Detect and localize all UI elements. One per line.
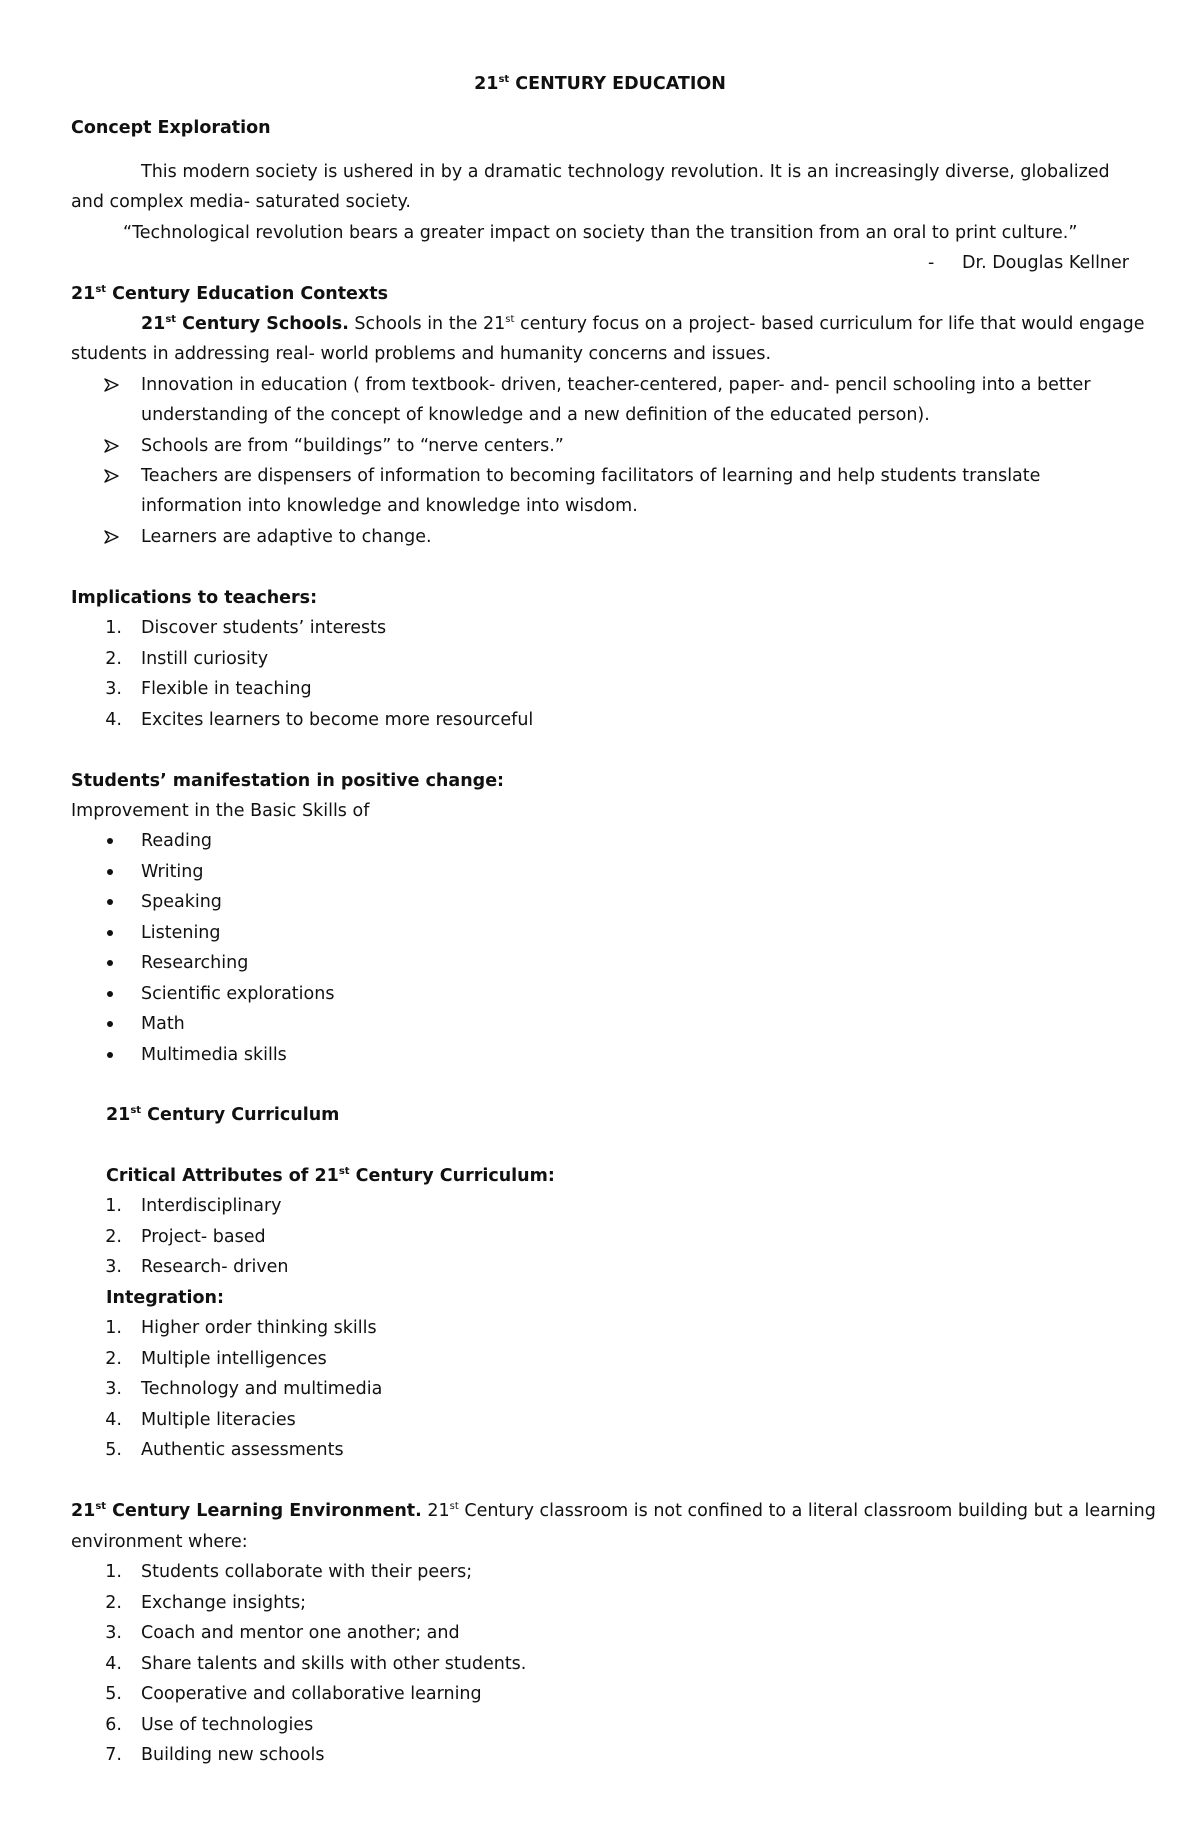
list-number: 3.	[105, 1623, 122, 1643]
concept-paragraph-line-1: This modern society is ushered in by a dramatic technology revolution. It is an increasingly diverse, globalized	[141, 162, 1110, 182]
skill-item: Math	[141, 1014, 185, 1034]
bullet-dot-icon	[107, 930, 113, 936]
integration-item: Authentic assessments	[141, 1440, 344, 1460]
skill-item: Reading	[141, 831, 213, 851]
environment-item: Students collaborate with their peers;	[141, 1562, 473, 1582]
implication-item: Excites learners to become more resourceful	[141, 710, 534, 730]
concept-heading: Concept Exploration	[71, 118, 271, 138]
integration-heading: Integration:	[106, 1288, 225, 1308]
implication-item: Flexible in teaching	[141, 679, 312, 699]
skill-item: Researching	[141, 953, 249, 973]
concept-paragraph-line-2: and complex media- saturated society.	[71, 192, 411, 212]
integration-item: Higher order thinking skills	[141, 1318, 377, 1338]
arrow-bullet-icon	[104, 530, 119, 544]
list-number: 1.	[105, 1196, 122, 1216]
implications-heading: Implications to teachers:	[71, 588, 318, 608]
quote: “Technological revolution bears a greater impact on society than the transition from an oral to print culture.”	[123, 223, 1078, 243]
manifestation-intro: Improvement in the Basic Skills of	[71, 801, 370, 821]
list-number: 4.	[105, 1410, 122, 1430]
list-number: 2.	[105, 1227, 122, 1247]
list-number: 2.	[105, 1349, 122, 1369]
list-number: 6.	[105, 1715, 122, 1735]
environment-item: Exchange insights;	[141, 1593, 307, 1613]
arrow-bullet-icon	[104, 469, 119, 483]
document-title: 21st CENTURY EDUCATION	[474, 74, 726, 94]
list-number: 4.	[105, 1654, 122, 1674]
list-number: 5.	[105, 1440, 122, 1460]
schools-lead: 21st Century Schools.	[141, 314, 349, 334]
skill-item: Listening	[141, 923, 221, 943]
environment-lead: 21st Century Learning Environment.	[71, 1501, 422, 1521]
attribution-dash: -	[928, 253, 935, 273]
schools-bullet-4: Learners are adaptive to change.	[141, 527, 432, 547]
list-number: 3.	[105, 1257, 122, 1277]
skill-item: Multimedia skills	[141, 1045, 287, 1065]
bullet-dot-icon	[107, 991, 113, 997]
integration-item: Technology and multimedia	[141, 1379, 383, 1399]
list-number: 3.	[105, 1379, 122, 1399]
attribute-item: Project- based	[141, 1227, 266, 1247]
list-number: 1.	[105, 1562, 122, 1582]
list-number: 7.	[105, 1745, 122, 1765]
schools-bullet-3-line-2: information into knowledge and knowledge into wisdom.	[141, 496, 638, 516]
environment-paragraph-line-1: 21st Century Learning Environment. 21st Century classroom is not confined to a literal classroom building but a learning	[71, 1501, 1156, 1521]
environment-item: Share talents and skills with other students.	[141, 1654, 527, 1674]
list-number: 1.	[105, 618, 122, 638]
arrow-bullet-icon	[104, 378, 119, 392]
environment-item: Coach and mentor one another; and	[141, 1623, 460, 1643]
schools-bullet-3-line-1: Teachers are dispensers of information to becoming facilitators of learning and help students translate	[141, 466, 1041, 486]
environment-paragraph-line-2: environment where:	[71, 1532, 248, 1552]
skill-item: Writing	[141, 862, 204, 882]
contexts-heading: 21st Century Education Contexts	[71, 284, 388, 304]
schools-bullet-2: Schools are from “buildings” to “nerve centers.”	[141, 436, 564, 456]
bullet-dot-icon	[107, 838, 113, 844]
list-number: 3.	[105, 679, 122, 699]
bullet-dot-icon	[107, 1052, 113, 1058]
attribute-item: Research- driven	[141, 1257, 289, 1277]
schools-bullet-1-line-2: understanding of the concept of knowledge and a new definition of the educated person).	[141, 405, 930, 425]
curriculum-heading: 21st Century Curriculum	[106, 1105, 340, 1125]
implication-item: Discover students’ interests	[141, 618, 387, 638]
bullet-dot-icon	[107, 869, 113, 875]
arrow-bullet-icon	[104, 439, 119, 453]
bullet-dot-icon	[107, 1021, 113, 1027]
list-number: 2.	[105, 649, 122, 669]
bullet-dot-icon	[107, 899, 113, 905]
integration-item: Multiple literacies	[141, 1410, 296, 1430]
list-number: 1.	[105, 1318, 122, 1338]
integration-item: Multiple intelligences	[141, 1349, 327, 1369]
environment-item: Cooperative and collaborative learning	[141, 1684, 482, 1704]
attribution-name: Dr. Douglas Kellner	[962, 253, 1129, 273]
list-number: 2.	[105, 1593, 122, 1613]
environment-item: Use of technologies	[141, 1715, 314, 1735]
attribute-item: Interdisciplinary	[141, 1196, 282, 1216]
implication-item: Instill curiosity	[141, 649, 269, 669]
environment-item: Building new schools	[141, 1745, 325, 1765]
schools-paragraph-line-1: 21st Century Schools. Schools in the 21st century focus on a project- based curriculum for life that would engage	[141, 314, 1145, 334]
schools-paragraph-line-2: students in addressing real- world problems and humanity concerns and issues.	[71, 344, 772, 364]
list-number: 4.	[105, 710, 122, 730]
skill-item: Speaking	[141, 892, 222, 912]
manifestation-heading: Students’ manifestation in positive change:	[71, 771, 505, 791]
list-number: 5.	[105, 1684, 122, 1704]
skill-item: Scientific explorations	[141, 984, 335, 1004]
schools-bullet-1-line-1: Innovation in education ( from textbook- driven, teacher-centered, paper- and- pencil schooling into a better	[141, 375, 1091, 395]
attributes-heading: Critical Attributes of 21st Century Curriculum:	[106, 1166, 555, 1186]
bullet-dot-icon	[107, 960, 113, 966]
